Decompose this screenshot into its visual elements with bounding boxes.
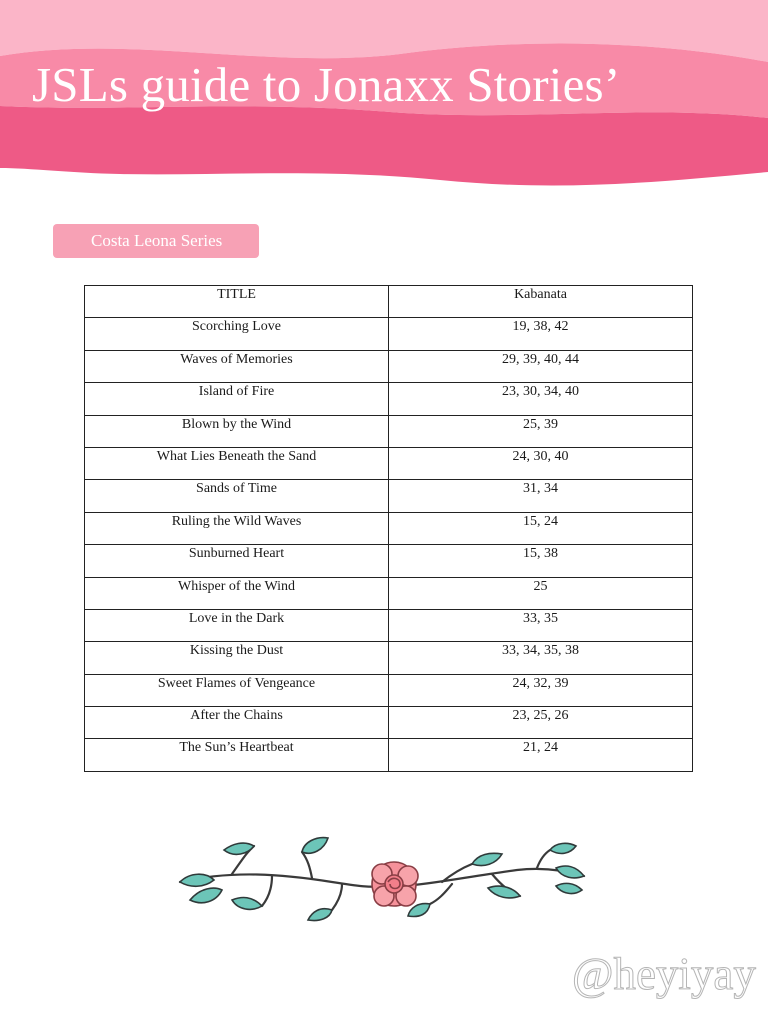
floral-vine-icon [172, 830, 592, 930]
table-row [85, 383, 693, 415]
story-title-cell: Kissing the Dust [85, 642, 389, 674]
series-label: Costa Leona Series [53, 224, 259, 258]
kabanata-cell: 23, 25, 26 [389, 707, 693, 739]
table-row [85, 707, 693, 739]
kabanata-cell: 24, 30, 40 [389, 447, 693, 479]
table-row [85, 609, 693, 641]
story-title-cell: The Sun’s Heartbeat [85, 739, 389, 771]
kabanata-cell: 29, 39, 40, 44 [389, 350, 693, 382]
story-title-cell: Ruling the Wild Waves [85, 512, 389, 544]
table-row [85, 415, 693, 447]
kabanata-cell: 15, 24 [389, 512, 693, 544]
table-row [85, 350, 693, 382]
story-title-cell: Whisper of the Wind [85, 577, 389, 609]
header-banner [0, 0, 768, 200]
story-title-cell: Sands of Time [85, 480, 389, 512]
kabanata-cell: 23, 30, 34, 40 [389, 383, 693, 415]
stories-table [84, 285, 693, 772]
kabanata-cell: 19, 38, 42 [389, 318, 693, 350]
story-title-cell: What Lies Beneath the Sand [85, 447, 389, 479]
story-title-cell: Love in the Dark [85, 609, 389, 641]
table-row [85, 739, 693, 771]
kabanata-cell: 15, 38 [389, 545, 693, 577]
story-title-cell: Sunburned Heart [85, 545, 389, 577]
table-row [85, 318, 693, 350]
table-body [85, 318, 693, 771]
story-title-cell: Scorching Love [85, 318, 389, 350]
table-row [85, 447, 693, 479]
column-header-kabanata: Kabanata [389, 286, 693, 318]
story-title-cell: Sweet Flames of Vengeance [85, 674, 389, 706]
table-row [85, 577, 693, 609]
page-title: JSLs guide to Jonaxx Stories’ [32, 57, 621, 112]
table-row [85, 545, 693, 577]
column-header-title: TITLE [85, 286, 389, 318]
story-title-cell: Waves of Memories [85, 350, 389, 382]
story-title-cell: Island of Fire [85, 383, 389, 415]
kabanata-cell: 24, 32, 39 [389, 674, 693, 706]
table-header-row [85, 286, 693, 318]
rose-flower [372, 862, 418, 906]
kabanata-cell: 31, 34 [389, 480, 693, 512]
table-row [85, 512, 693, 544]
watermark: @heyiyay [572, 949, 756, 999]
story-title-cell: Blown by the Wind [85, 415, 389, 447]
table-row [85, 642, 693, 674]
story-title-cell: After the Chains [85, 707, 389, 739]
kabanata-cell: 25, 39 [389, 415, 693, 447]
table-row [85, 480, 693, 512]
kabanata-cell: 33, 35 [389, 609, 693, 641]
kabanata-cell: 21, 24 [389, 739, 693, 771]
kabanata-cell: 25 [389, 577, 693, 609]
table-row [85, 674, 693, 706]
kabanata-cell: 33, 34, 35, 38 [389, 642, 693, 674]
